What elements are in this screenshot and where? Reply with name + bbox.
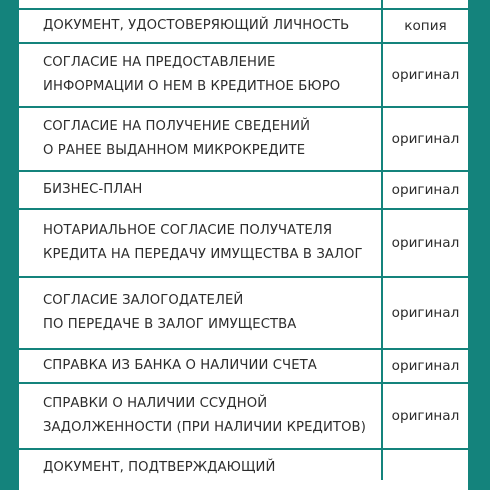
- table-row: [19, 278, 468, 350]
- document-name: СОГЛАСИЕ ЗАЛОГОДАТЕЛЕЙ ПО ПЕРЕДАЧЕ В ЗАЛОГ ИМУЩЕСТВА: [19, 278, 383, 348]
- table-row: [19, 10, 468, 44]
- document-name: СОГЛАСИЕ НА ПРЕДОСТАВЛЕНИЕ ИНФОРМАЦИИ О НЕМ В КРЕДИТНОЕ БЮРО: [19, 44, 383, 106]
- top-strip: [19, 0, 468, 8]
- document-form: оригинал: [391, 305, 460, 321]
- document-name: ДОКУМЕНТ, ПОДТВЕРЖДАЮЩИЙ: [19, 450, 383, 480]
- document-form: оригинал: [391, 67, 460, 83]
- document-form: копия: [404, 18, 447, 34]
- table-row: [19, 210, 468, 278]
- document-name: СПРАВКА ИЗ БАНКА О НАЛИЧИИ СЧЕТА: [19, 350, 383, 382]
- left-border-band: [0, 0, 19, 490]
- documents-table: [19, 8, 468, 490]
- document-name: НОТАРИАЛЬНОЕ СОГЛАСИЕ ПОЛУЧАТЕЛЯ КРЕДИТА НА ПЕРЕДАЧУ ИМУЩЕСТВА В ЗАЛОГ: [19, 210, 383, 276]
- table-row: [19, 44, 468, 108]
- document-name: СОГЛАСИЕ НА ПОЛУЧЕНИЕ СВЕДЕНИЙ О РАНЕЕ ВЫДАННОМ МИКРОКРЕДИТЕ: [19, 108, 383, 170]
- document-form: оригинал: [391, 131, 460, 147]
- table-row: [19, 350, 468, 384]
- table-row: [19, 384, 468, 450]
- document-form: оригинал: [391, 358, 460, 374]
- table-row: [19, 450, 468, 490]
- document-form: оригинал: [391, 408, 460, 424]
- table-row: [19, 108, 468, 172]
- right-border-band: [468, 0, 490, 490]
- document-form: оригинал: [391, 235, 460, 251]
- document-name: ДОКУМЕНТ, УДОСТОВЕРЯЮЩИЙ ЛИЧНОСТЬ: [19, 10, 383, 42]
- document-name: СПРАВКИ О НАЛИЧИИ ССУДНОЙ ЗАДОЛЖЕННОСТИ (ПРИ НАЛИЧИИ КРЕДИТОВ): [19, 384, 383, 448]
- table-row: [19, 172, 468, 210]
- document-form: оригинал: [391, 182, 460, 198]
- document-name: БИЗНЕС-ПЛАН: [19, 172, 383, 208]
